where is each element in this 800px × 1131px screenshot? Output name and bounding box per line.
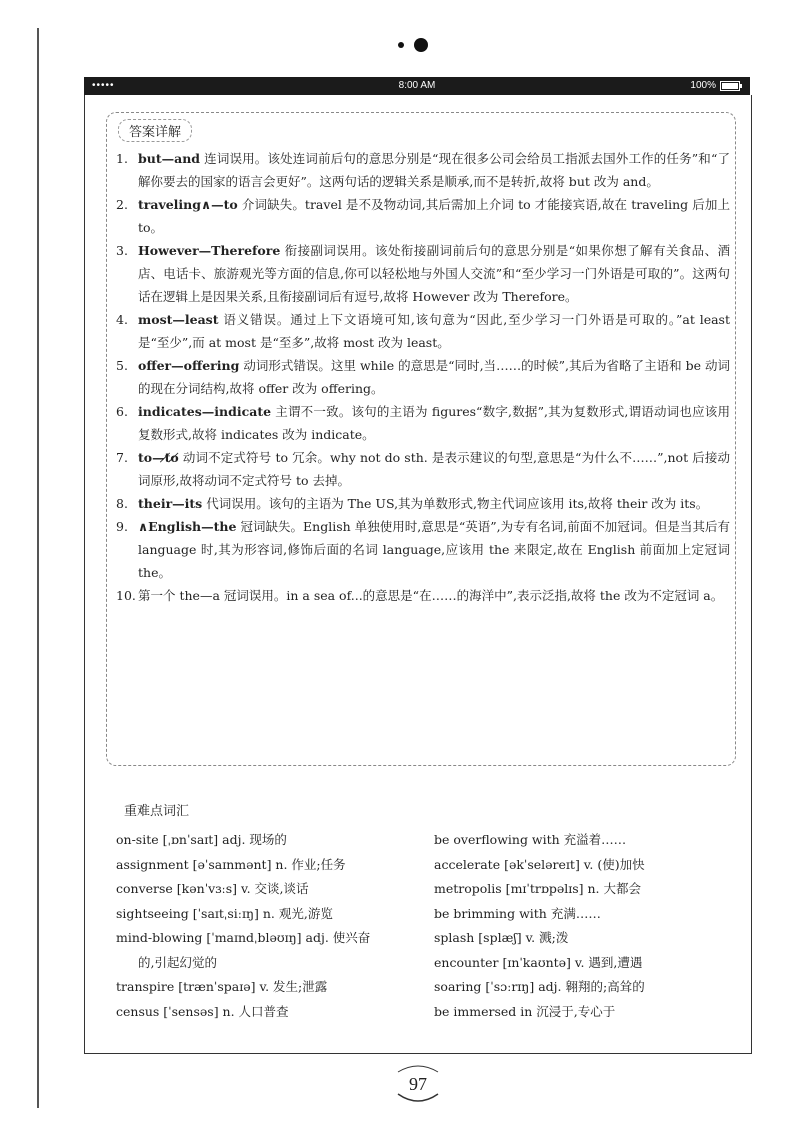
vocab-item [434,1000,739,1025]
answer-correction: offer—offering [138,358,240,373]
answer-item [116,492,730,515]
answer-number: 3. [116,243,128,258]
answer-number: 9. [116,519,128,534]
answer-explanation: 连词误用。该处连词前后句的意思分别是“现在很多公司会给员工指派去国外工作的任务”和“了解你要去的国家的语言会更好”。这两句话的逻辑关系是顺承,而不是转折,故将 but 改为 and。 [138,151,730,189]
vocab-item [116,853,421,878]
answers-list [116,147,730,607]
answer-number: 1. [116,151,128,166]
vocab-item [434,828,739,853]
answer-number: 2. [116,197,128,212]
vocab-item [434,877,739,902]
answer-number: 8. [116,496,128,511]
answer-explanation: 介词缺失。travel 是不及物动词,其后需加上介词 to 才能接宾语,故在 traveling 后加上 to。 [138,197,730,235]
status-bar [84,77,750,95]
status-time: 8:00 AM [398,80,436,91]
vocab-term: on-site [ˌɒnˈsaɪt] adj. 现场的 [116,832,287,847]
answer-explanation: 代词误用。该句的主语为 The US,其为单数形式,物主代词应该用 its,故将 their 改为 its。 [202,496,709,511]
answers-title: 答案详解 [118,119,192,142]
answer-explanation: 主谓不一致。该句的主语为 figures“数字,数据”,其为复数形式,谓语动词也应该用复数形式,故将 indicates 改为 indicate。 [138,404,730,442]
answer-explanation: 衔接副词误用。该处衔接副词前后句的意思分别是“如果你想了解有关食品、酒店、电话卡、旅游观光等方面的信息,你可以轻松地与外国人交流”和“至少学习一门外语是可取的”。这两句话在逻辑上是因果关系,且衔接副词后有逗号,故将 However 改为 Therefore。 [138,243,730,304]
vocab-item [116,926,421,975]
vocab-heading: 重难点词汇 [124,804,190,819]
answer-number: 5. [116,358,128,373]
vocab-term: mind-blowing [ˈmaɪndˌbləʊɪŋ] adj. 使兴奋 [116,930,371,945]
battery-icon [720,81,740,91]
answer-number: 6. [116,404,128,419]
vocab-term: sightseeing [ˈsaɪtˌsiːɪŋ] n. 观光,游览 [116,905,333,921]
page-number-badge [392,1058,444,1108]
camera-dot-small [398,42,404,48]
answer-explanation: 动词不定式符号 to 冗余。why not do sth. 是表示建议的句型,意思是“为什么不……”,not 后接动词原形,故将动词不定式符号 to 去掉。 [138,450,730,488]
vocab-term: assignment [əˈsaɪnmənt] n. 作业;任务 [116,856,346,872]
answer-correction: indicates—indicate [138,404,272,419]
camera-dot-large [414,38,428,52]
answer-correction: their—its [138,496,203,511]
answer-correction: but—and [138,151,201,166]
vocab-column-left [116,828,421,1024]
vocab-term: metropolis [mɪˈtrɒpəlɪs] n. 大都会 [434,881,642,896]
vocab-item [434,975,739,1000]
vocab-term: soaring [ˈsɔːrɪŋ] adj. 翱翔的;高耸的 [434,979,645,994]
answer-explanation: 第一个 the—a 冠词误用。in a sea of...的意思是“在……的海洋中”,表示泛指,故将 the 改为不定冠词 a。 [138,588,724,603]
answer-correction: most—least [138,312,219,327]
battery-percent: 100% [690,80,716,91]
vocab-term: splash [splæʃ] v. 溅;泼 [434,930,569,945]
answer-item [116,147,730,193]
camera-dots [398,38,428,52]
battery-status [690,80,740,91]
binding-line [37,28,39,1108]
answer-item [116,193,730,239]
answer-item [116,446,730,492]
signal-indicator: ••••• [92,80,115,91]
answer-item [116,515,730,584]
vocab-item [434,902,739,927]
vocab-term: accelerate [əkˈseləreɪt] v. (使)加快 [434,856,645,872]
vocab-term: be overflowing with 充溢着…… [434,832,627,847]
vocab-term: transpire [trænˈspaɪə] v. 发生;泄露 [116,979,328,994]
vocab-item [116,877,421,902]
answer-item [116,400,730,446]
vocab-term-continued: 的,引起幻觉的 [138,954,217,970]
vocab-term: be brimming with 充满…… [434,905,601,921]
vocab-item [434,853,739,878]
answer-number: 10. [116,588,136,603]
answer-correction: However—Therefore [138,243,281,258]
answer-explanation: 动词形式错误。这里 while 的意思是“同时,当……的时候”,其后为省略了主语和 be 动词的现在分词结构,故将 offer 改为 offering。 [138,358,730,396]
answer-explanation: 冠词缺失。English 单独使用时,意思是“英语”,为专有名词,前面不加冠词。但是当其后有 language 时,其为形容词,修饰后面的名词 language,应该用 the 来限定,故在 English 前面加上定冠词 the。 [138,519,730,580]
vocab-item [116,902,421,927]
vocab-item [116,1000,421,1025]
answer-explanation: 语义错误。通过上下文语境可知,该句意为“因此,至少学习一门外语是可取的。”at least 是“至少”,而 at most 是“至多”,故将 most 改为 least。 [138,312,730,350]
answer-correction: traveling∧—to [138,197,238,212]
page-number: 97 [409,1074,427,1094]
answer-item [116,239,730,308]
vocab-term: census [ˈsensəs] n. 人口普查 [116,1003,289,1019]
answer-item [116,354,730,400]
vocab-item [434,926,739,951]
answer-item [116,584,730,607]
battery-fill [722,83,738,89]
answer-number: 7. [116,450,128,465]
answer-correction: ∧English—the [138,519,237,534]
vocab-item [434,951,739,976]
answer-correction: to—t̸o̸ [138,450,179,465]
vocab-term: converse [kənˈvɜːs] v. 交谈,谈话 [116,881,309,896]
vocab-term: encounter [ɪnˈkaʊntə] v. 遇到,遭遇 [434,954,643,970]
answer-number: 4. [116,312,128,327]
vocab-item [116,828,421,853]
answer-item [116,308,730,354]
vocab-column-right [434,828,739,1024]
vocab-item [116,975,421,1000]
vocab-term: be immersed in 沉浸于,专心于 [434,1003,616,1019]
